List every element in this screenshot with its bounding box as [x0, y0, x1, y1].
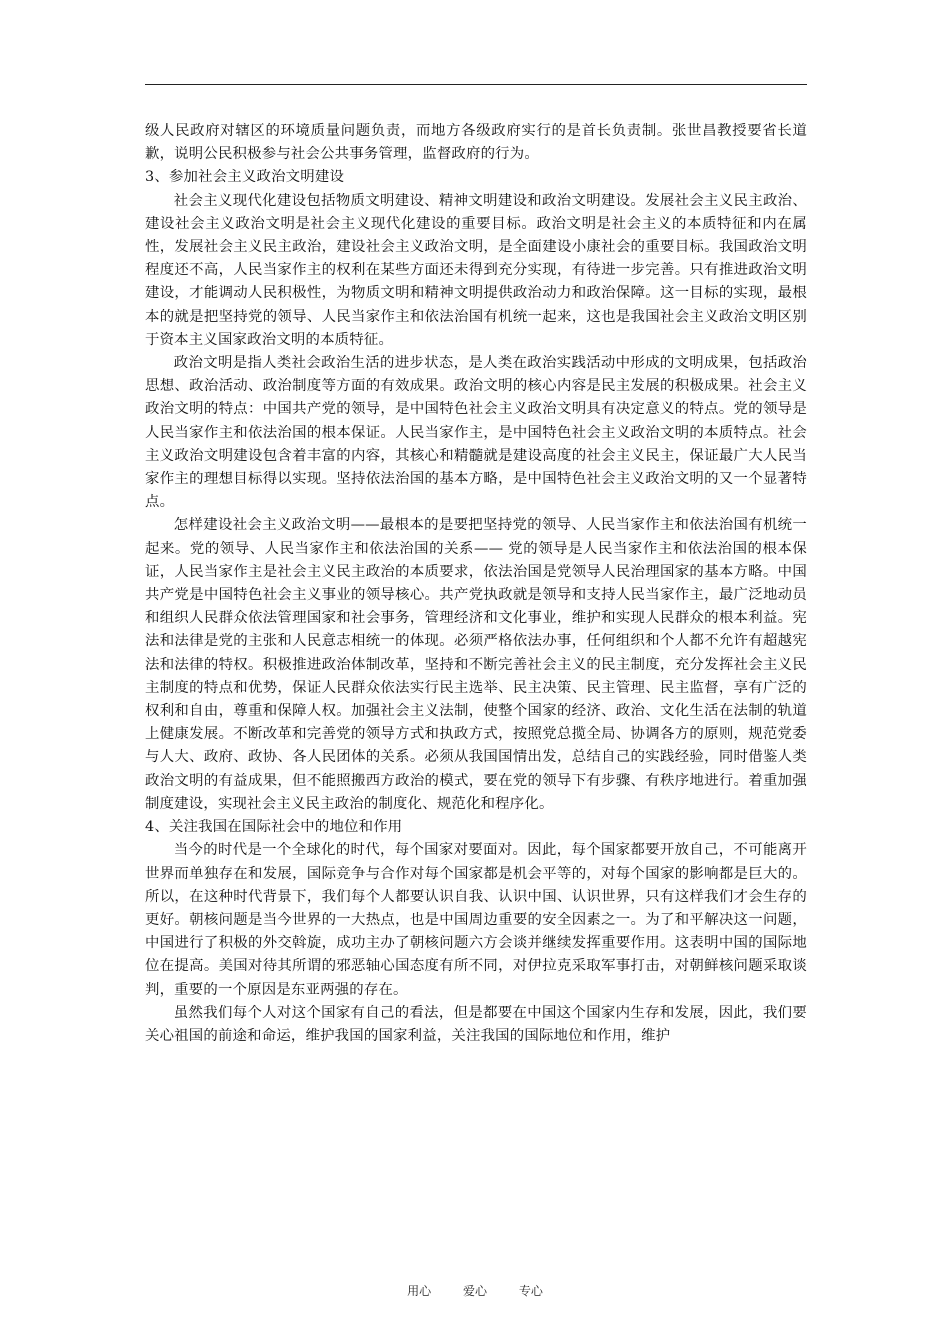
section-heading-3: 3、参加社会主义政治文明建设: [145, 169, 345, 186]
footer-text-yongxin: 用心: [407, 1284, 432, 1298]
paragraph: 当今的时代是一个全球化的时代，每个国家对要面对。因此，每个国家都要开放自己，不可能离开世界而单独存在和发展，国际竞争与合作对每个国家都是机会平等的，对每个国家的影响都是巨大的。所以，在这种时代背景下，我们每个人都要认识自我、认识中国、认识世界，只有这样我们才会生存的更好。朝核问题是当今世界的一大热点，也是中国周边重要的安全因素之一。为了和平解决这一问题，中国进行了积极的外交斡旋，成功主办了朝核问题六方会谈并继续发挥重要作用。这表明中国的国际地位在提高。美国对待其所谓的邪恶轴心国态度有所不同，对伊拉克采取军事打击，对朝鲜核问题采取谈判，重要的一个原因是东亚两强的存在。: [145, 842, 807, 998]
section-heading-4: 4、关注我国在国际社会中的地位和作用: [145, 819, 403, 836]
header-rule: [145, 84, 807, 85]
page-footer: [0, 1282, 950, 1299]
paragraph-continuation: 级人民政府对辖区的环境质量问题负责，而地方各级政府实行的是首长负责制。张世昌教授要省长道歉，说明公民积极参与社会公共事务管理，监督政府的行为。: [145, 123, 807, 163]
paragraph: 政治文明是指人类社会政治生活的进步状态，是人类在政治实践活动中形成的文明成果，包括政治思想、政治活动、政治制度等方面的有效成果。政治文明的核心内容是民主发展的积极成果。社会主义政治文明的特点：中国共产党的领导，是中国特色社会主义政治文明具有决定意义的特点。党的领导是人民当家作主和依法治国的根本保证。人民当家作主，是中国特色社会主义政治文明的本质特点。社会主义政治文明建设包含着丰富的内容，其核心和精髓就是建设高度的社会主义民主，保证最广大人民当家作主的理想目标得以实现。坚持依法治国的基本方略，是中国特色社会主义政治文明的又一个显著特点。: [145, 355, 807, 511]
footer-text-zhuanxin: 专心: [518, 1284, 543, 1298]
footer-text-aixin: 爱心: [462, 1284, 487, 1298]
document-body: [145, 120, 807, 1048]
paragraph: 社会主义现代化建设包括物质文明建设、精神文明建设和政治文明建设。发展社会主义民主政治、建设社会主义政治文明是社会主义现代化建设的重要目标。政治文明是社会主义的本质特征和内在属性，发展社会主义民主政治，建设社会主义政治文明，是全面建设小康社会的重要目标。我国政治文明程度还不高，人民当家作主的权利在某些方面还未得到充分实现，有待进一步完善。只有推进政治文明建设，才能调动人民积极性，为物质文明和精神文明提供政治动力和政治保障。这一目标的实现，最根本的就是把坚持党的领导、人民当家作主和依法治国有机统一起来，这也是我国社会主义政治文明区别于资本主义国家政治文明的本质特征。: [145, 192, 807, 348]
paragraph: 虽然我们每个人对这个国家有自己的看法，但是都要在中国这个国家内生存和发展，因此，我们要关心祖国的前途和命运，维护我国的国家利益，关注我国的国际地位和作用，维护: [145, 1004, 807, 1044]
paragraph: 怎样建设社会主义政治文明——最根本的是要把坚持党的领导、人民当家作主和依法治国有机统一起来。党的领导、人民当家作主和依法治国的关系—— 党的领导是人民当家作主和依法治国的根本保证，人民当家作主是社会主义民主政治的本质要求，依法治国是党领导人民治理国家的基本方略。中国共产党是中国特色社会主义事业的领导核心。共产党执政就是领导和支持人民当家作主，最广泛地动员和组织人民群众依法管理国家和社会事务，管理经济和文化事业，维护和实现人民群众的根本利益。宪法和法律是党的主张和人民意志相统一的体现。必须严格依法办事，任何组织和个人都不允许有超越宪法和法律的特权。积极推进政治体制改革，坚持和不断完善社会主义的民主制度，充分发挥社会主义民主制度的特点和优势，保证人民群众依法实行民主选举、民主决策、民主管理、民主监督，享有广泛的权利和自由，尊重和保障人权。加强社会主义法制，使整个国家的经济、政治、文化生活在法制的轨道上健康发展。不断改革和完善党的领导方式和执政方式，按照党总揽全局、协调各方的原则，规范党委与人大、政府、政协、各人民团体的关系。必须从我国国情出发，总结自己的实践经验，同时借鉴人类政治文明的有益成果，但不能照搬西方政治的模式，要在党的领导下有步骤、有秩序地进行。着重加强制度建设，实现社会主义民主政治的制度化、规范化和程序化。: [145, 517, 807, 812]
